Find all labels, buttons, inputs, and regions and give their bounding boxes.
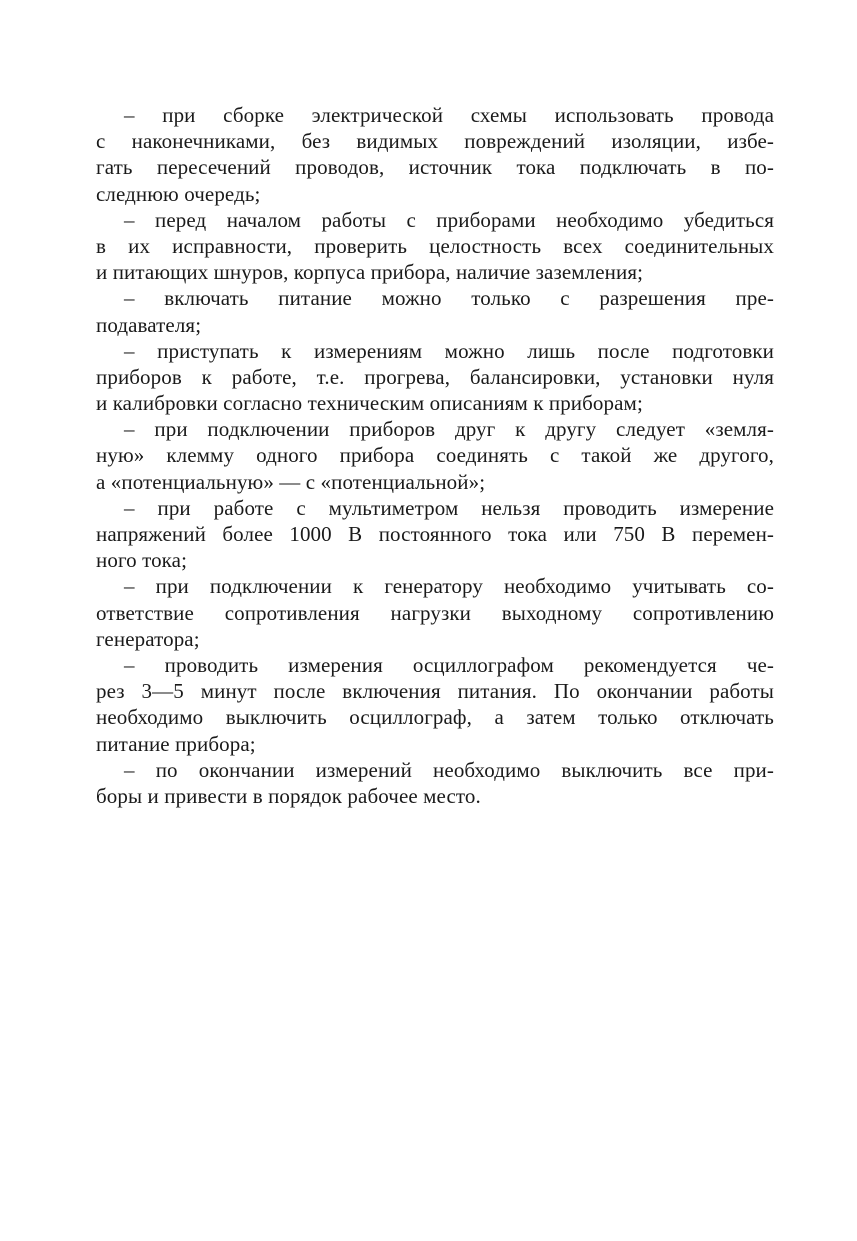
text-line: – при подключении к генератору необходимо учитывать со- <box>124 574 774 599</box>
text-line: приборов к работе, т.е. прогрева, балансировки, установки нуля <box>96 364 774 389</box>
instruction-item-1 <box>96 102 774 207</box>
text-line: – при подключении приборов друг к другу следует «земля- <box>124 417 774 442</box>
text-line: – при сборке электрической схемы использовать провода <box>124 103 774 127</box>
instruction-item-6 <box>96 495 774 574</box>
text-line: подавателя; <box>96 312 202 337</box>
text-line: с наконечниками, без видимых повреждений изоляции, избе- <box>96 129 774 154</box>
text-line: питание прибора; <box>96 731 256 756</box>
instruction-item-9 <box>96 757 774 809</box>
text-line: ного тока; <box>96 548 188 573</box>
text-line: – приступать к измерениям можно лишь после подготовки <box>124 338 774 363</box>
text-line: – проводить измерения осциллографом рекомендуется че- <box>124 652 774 677</box>
instruction-item-3 <box>96 285 774 337</box>
text-line: напряжений более 1000 В постоянного тока или 750 В перемен- <box>96 522 774 546</box>
text-line: генератора; <box>96 626 200 651</box>
text-line: – перед началом работы с приборами необходимо убедиться <box>124 207 774 232</box>
instruction-item-8 <box>96 652 774 757</box>
text-line: в их исправности, проверить целостность всех соединительных <box>96 233 774 258</box>
text-line: – включать питание можно только с разрешения пре- <box>124 286 774 311</box>
text-line: ную» клемму одного прибора соединять с такой же другого, <box>96 443 774 468</box>
text-line: рез 3—5 минут после включения питания. По окончании работы <box>96 679 774 704</box>
instruction-item-7 <box>96 573 774 652</box>
safety-instructions-list <box>96 102 774 809</box>
text-line: – по окончании измерений необходимо выключить все при- <box>124 757 774 782</box>
text-line: боры и привести в порядок рабочее место. <box>96 783 481 808</box>
text-line: гать пересечений проводов, источник тока подключать в по- <box>96 155 774 180</box>
instruction-item-5 <box>96 416 774 495</box>
text-line: и калибровки согласно техническим описаниям к приборам; <box>96 391 643 416</box>
text-line: – при работе с мультиметром нельзя проводить измерение <box>124 495 774 520</box>
instruction-item-2 <box>96 207 774 286</box>
instruction-item-4 <box>96 338 774 417</box>
text-line: необходимо выключить осциллограф, а затем только отключать <box>96 705 774 730</box>
text-line: а «потенциальную» — с «потенциальной»; <box>96 469 486 494</box>
text-line: ответствие сопротивления нагрузки выходному сопротивлению <box>96 600 774 625</box>
text-line: и питающих шнуров, корпуса прибора, наличие заземления; <box>96 260 644 285</box>
text-line: следнюю очередь; <box>96 181 261 206</box>
